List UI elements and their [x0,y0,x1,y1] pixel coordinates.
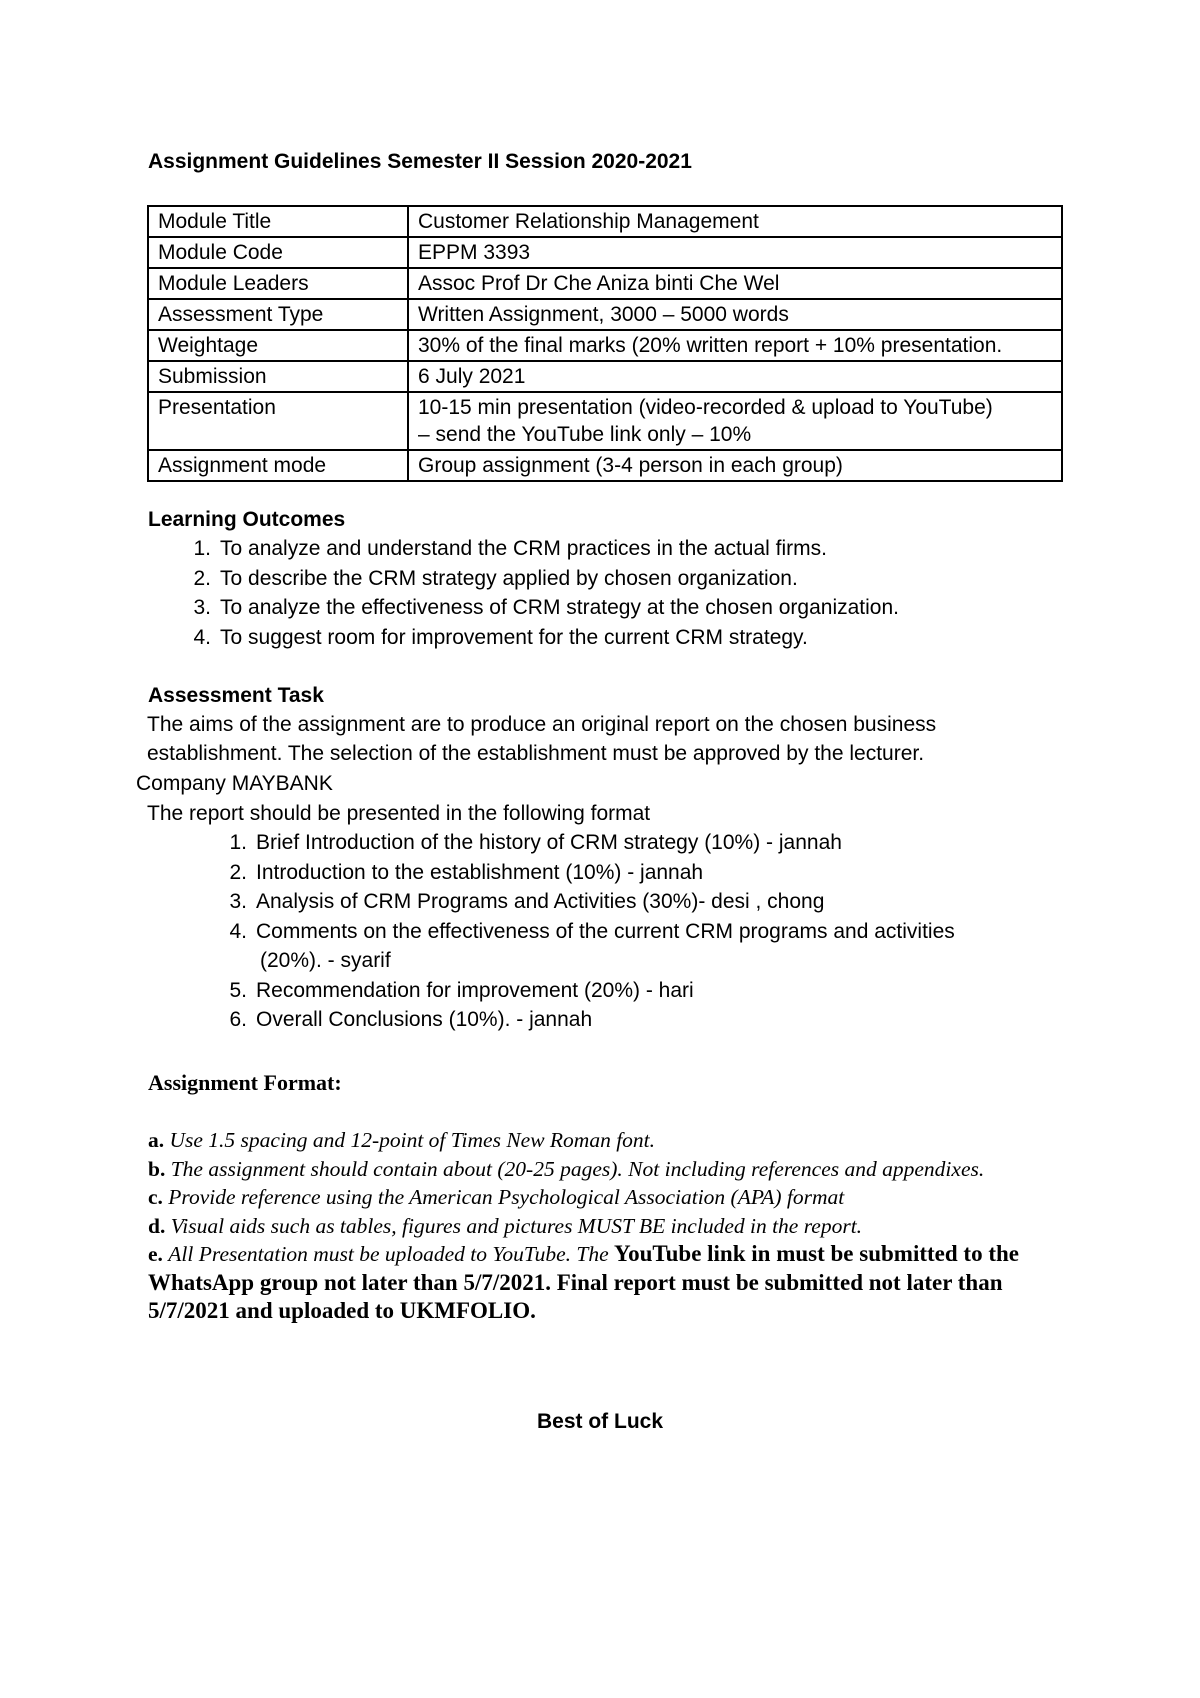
list-item [229,1005,955,1035]
table-row [148,330,1062,361]
list-number: 4. [193,625,211,649]
table-row [148,268,1062,299]
assignment-format-block [148,1126,1068,1326]
list-text: Recommendation for improvement (20%) - hari [256,978,694,1002]
list-item [229,887,955,917]
module-info-table [147,205,1063,482]
table-value-line: – send the YouTube link only – 10% [418,423,752,446]
format-item-e [148,1240,1068,1326]
item-letter: d. [148,1213,166,1238]
table-value: EPPM 3393 [408,237,1062,268]
list-item [229,976,955,1006]
table-row [148,392,1062,450]
table-row [148,299,1062,330]
table-key: Submission [148,361,408,392]
closing-text: Best of Luck [536,1410,664,1433]
table-row [148,237,1062,268]
table-value: Group assignment (3-4 person in each group) [408,450,1062,481]
table-key: Weightage [148,330,408,361]
list-number: 5. [229,978,247,1002]
list-item [229,858,955,888]
table-value: Customer Relationship Management [408,206,1062,237]
company-name: Company MAYBANK [136,772,333,795]
list-number: 3. [193,596,211,619]
table-value: Written Assignment, 3000 – 5000 words [408,299,1062,330]
format-item-a [148,1126,1068,1155]
table-key: Module Leaders [148,268,408,299]
list-text: To describe the CRM strategy applied by chosen organization. [220,566,798,590]
list-text-continuation: (20%). - syarif [260,949,391,972]
list-number: 1. [193,537,211,560]
list-text: To suggest room for improvement for the current CRM strategy. [220,625,808,649]
assessment-paragraph-line: The aims of the assignment are to produce an original report on the chosen business [147,713,937,736]
table-row [148,361,1062,392]
learning-outcomes-list [193,534,899,652]
item-text: Visual aids such as tables, figures and pictures MUST BE included in the report. [170,1213,863,1238]
table-key: Assignment mode [148,450,408,481]
list-text: Overall Conclusions (10%). - jannah [256,1008,593,1031]
item-text: Provide reference using the American Psychological Association (APA) format [168,1185,845,1209]
format-item-d [148,1212,1068,1241]
list-item [229,917,955,976]
table-key: Module Title [148,206,408,237]
assessment-task-heading: Assessment Task [148,684,324,707]
item-text: All Presentation must be uploaded to YouTube. The [168,1242,609,1266]
list-item [193,564,899,594]
list-item [193,534,899,564]
table-value-line: 10-15 min presentation (video-recorded & upload to YouTube) [418,396,993,419]
item-text: The assignment should contain about (20-25 pages). Not including references and appendixes. [170,1156,985,1181]
table-key: Presentation [148,392,408,450]
list-text: Introduction to the establishment (10%) - jannah [256,860,704,884]
format-item-b [148,1155,1068,1184]
list-text: Comments on the effectiveness of the current CRM programs and activities [256,919,955,943]
list-number: 4. [229,919,247,943]
item-letter: b. [148,1156,166,1181]
list-text: To analyze and understand the CRM practices in the actual firms. [220,537,827,560]
list-number: 1. [229,831,247,854]
format-item-c [148,1183,1068,1212]
table-row [148,450,1062,481]
table-value [408,392,1062,450]
table-value: Assoc Prof Dr Che Aniza binti Che Wel [408,268,1062,299]
assessment-paragraph-line: establishment. The selection of the establishment must be approved by the lecturer. [147,742,925,765]
list-number: 2. [193,566,211,590]
table-value: 6 July 2021 [408,361,1062,392]
list-number: 3. [229,890,247,913]
format-intro: The report should be presented in the following format [147,802,651,825]
item-text: Use 1.5 spacing and 12-point of Times New Roman font. [169,1128,656,1152]
table-row [148,206,1062,237]
list-text: Analysis of CRM Programs and Activities (30%)- desi , chong [256,890,825,913]
document-title: Assignment Guidelines Semester II Session 2020-2021 [148,150,692,173]
table-key: Assessment Type [148,299,408,330]
list-number: 6. [229,1008,247,1031]
learning-outcomes-heading: Learning Outcomes [148,508,346,531]
report-format-list [229,828,955,1035]
item-text-bold: YouTube link in must be submitted to the WhatsApp group not later than 5/7/2021. Final report must be submitted not later than 5/7/2021 and uploaded to UKMFOLIO. [148,1241,1019,1323]
item-letter: a. [148,1128,165,1152]
list-item [193,623,899,653]
table-key: Module Code [148,237,408,268]
item-letter: e. [148,1242,163,1266]
list-number: 2. [229,860,247,884]
list-item [193,593,899,623]
item-letter: c. [148,1185,163,1209]
list-text: To analyze the effectiveness of CRM strategy at the chosen organization. [220,596,899,619]
list-text: Brief Introduction of the history of CRM strategy (10%) - jannah [256,831,842,854]
assignment-format-heading: Assignment Format: [148,1070,342,1095]
table-value: 30% of the final marks (20% written report + 10% presentation. [408,330,1062,361]
list-item [229,828,955,858]
